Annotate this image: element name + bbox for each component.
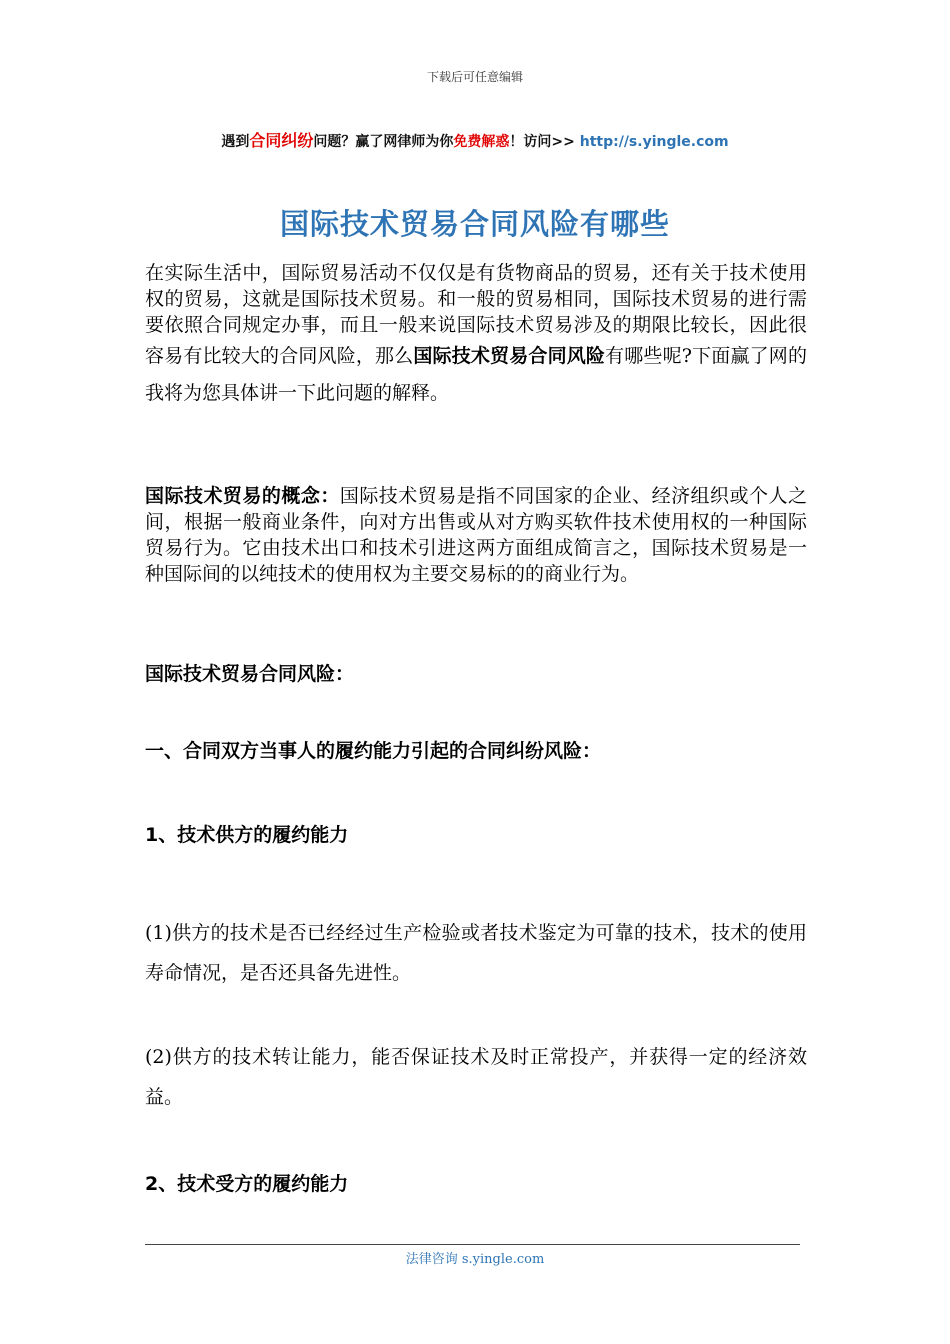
risk-heading: 国际技术贸易合同风险： — [145, 663, 355, 685]
footer-divider — [145, 1244, 800, 1245]
document-title: 国际技术贸易合同风险有哪些 — [279, 207, 670, 241]
section-1-heading: 一、合同双方当事人的履约能力引起的合同纠纷风险： — [145, 740, 602, 762]
intro-text-1: 在实际生活中，国际贸易活动不仅仅是有货物商品的贸易，还有关于技术使用权的贸易，这就是国际技术贸易。和一般的贸易相同，国际技术贸易的进行需要依照合同规定办事，而且一般来说国际技术贸易涉及的期限比较长，因此很容易有比较大的合同风险，那么 — [145, 262, 807, 367]
concept-label: 国际技术贸易的概念： — [145, 485, 340, 507]
promo-highlight-free: 免费解惑 — [453, 134, 510, 150]
intro-text-2: 有哪些呢?下面赢了网的我将为您具体讲一下此问题的解释。 — [145, 345, 807, 404]
promo-highlight-contract-dispute: 合同纠纷 — [249, 131, 314, 150]
concept-paragraph — [145, 483, 807, 587]
intro-bold-term: 国际技术贸易合同风险 — [413, 345, 606, 367]
footer-text: 法律咨询 s.yingle.com — [405, 1252, 545, 1267]
header-note: 下载后可任意编辑 — [426, 70, 523, 84]
item-1-paragraph: (1)供方的技术是否已经经过生产检验或者技术鉴定为可靠的技术，技术的使用寿命情况，是否还具备先进性。 — [145, 922, 807, 984]
subsection-1-heading: 1、技术供方的履约能力 — [145, 824, 349, 846]
concept-text: 国际技术贸易是指不同国家的企业、经济组织或个人之间，根据一般商业条件，向对方出售或从对方购买软件技术使用权的一种国际贸易行为。它由技术出口和技术引进这两方面组成简言之，国际技术贸易是一种国际间的以纯技术的使用权为主要交易标的的商业行为。 — [145, 485, 807, 585]
item-2-paragraph: (2)供方的技术转让能力，能否保证技术及时正常投产，并获得一定的经济效益。 — [145, 1046, 807, 1108]
promo-text-3: ！访问>> — [509, 134, 580, 150]
promo-link[interactable]: http://s.yingle.com — [579, 134, 729, 150]
promo-text-2: 问题？赢了网律师为你 — [313, 134, 454, 150]
promo-text-1: 遇到 — [221, 134, 250, 150]
intro-paragraph — [145, 260, 807, 412]
subsection-2-heading: 2、技术受方的履约能力 — [145, 1173, 349, 1195]
promo-banner — [0, 128, 950, 151]
